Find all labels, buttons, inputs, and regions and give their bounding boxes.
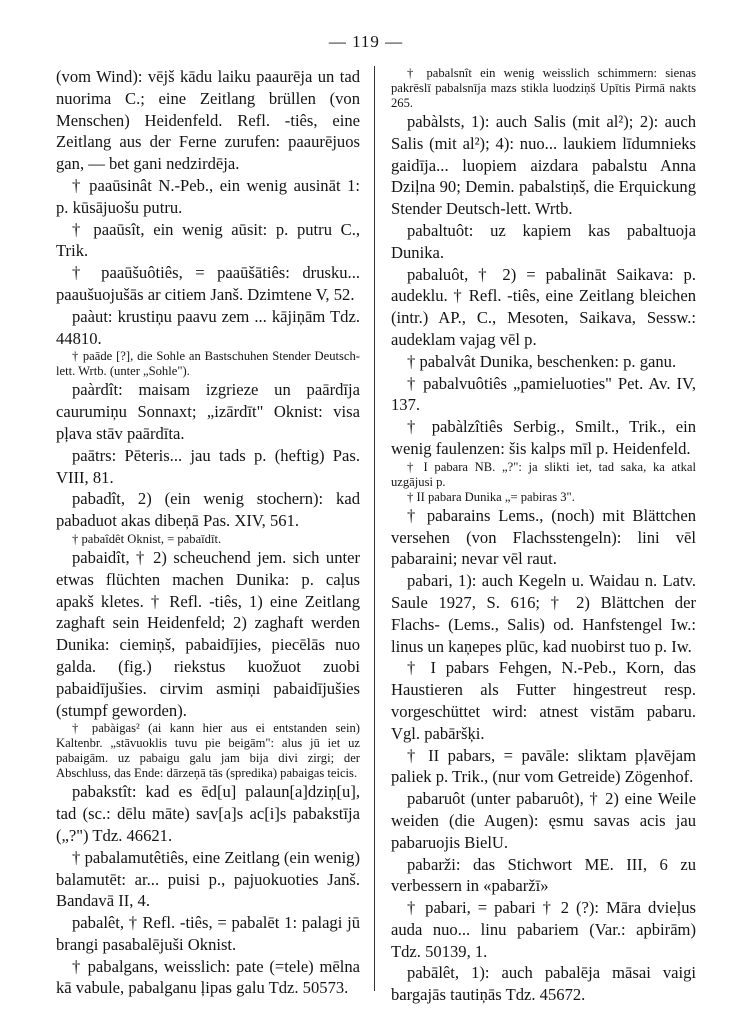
page-number: — 119 — [328,32,404,51]
dictionary-entry: pabàlsts, 1): auch Salis (mit al²); 2): auch Salis (mit al²); 4): nuo... laukiem līdumnieks gaidīja... luopiem aizdara pabalstu Anna Dziļna 90; Demin. pabalstiņš, die Erquickung Stender Deutsch-lett. Wrtb. [391,112,696,219]
dictionary-entry: † pabarains Lems., (noch) mit Blättchen versehen (von Flachsstengeln): lini vēl pabaraini; nevar vēl raut. [391,505,696,569]
dictionary-entry: pabakstît: kad es ēd[u] palaun[a]dziņ[u], tad (sc.: dēlu māte) sav[a]s ac[i]s pabakstīja („?") Tdz. 46621. [56,782,360,845]
dictionary-entry: pabadît, 2) (ein wenig stochern): kad pabaduot akas dibeņā Pas. XIV, 561. [56,489,360,531]
dictionary-entry: (vom Wind): vējš kādu laiku paaurēja un tad nuorima C.; eine Zeitlang brüllen (von Menschen) Heidenfeld. Refl. -tiês, eine Zeitlang aus der Ferne zurufen: paaurējuos gan, — bet gani nedzirdēja. [56,67,360,174]
dictionary-entry: † pabalamutêtiês, eine Zeitlang (ein wenig) balamutēt: ar... puisi p., pajuokuoties Janš. Bandavā II, 4. [56,847,360,911]
dictionary-entry: † paaūšuôtiês, = paaūšātiês: drusku... paaušuojušās ar citiem Janš. Dzimtene V, 52. [56,263,360,304]
dictionary-entry: † paaūsît, ein wenig aūsit: p. putru C., Trik. [56,219,360,261]
dictionary-entry: pabaltuôt: uz kapiem kas pabaltuoja Dunika. [391,220,696,262]
column-divider [374,66,375,991]
dictionary-entry: † paaūsinât N.-Peb., ein wenig ausināt 1: p. kūsājuošu putru. [56,175,360,217]
dictionary-entry: paàut: krustiņu paavu zem ... kājiņām Tdz. 44810. [56,306,360,348]
dictionary-entry: † II pabars, = pavāle: sliktam pļavējam paliek p. Trik., (nur vom Getreide) Zögenhof. [391,745,696,787]
dictionary-entry: † I pabara NB. „?": ja slikti iet, tad saka, ka atkal uzgājusi p. [391,459,696,489]
dictionary-entry: † pabalgans, weisslich: pate (=tele) mēlna kā vabule, pabalganu ļipas galu Tdz. 50573. [56,956,360,998]
dictionary-entry: † pabàigas² (ai kann hier aus ei entstanden sein) Kaltenbr. „stāvuoklis tuvu pie beigām": alus jū iet uz pabaigām. uz pabaigu galu jam bija divi zirgi; der Abschluss, das Ende: dārzeņā tās (spredika) pabaigas teicis. [56,721,360,781]
dictionary-entry: † paāde [?], die Sohle an Bastschuhen Stender Deutsch-lett. Wrtb. (unter „Sohle"). [56,349,360,379]
dictionary-entry: † pabari, = pabari † 2 (?): Māra dvieļus auda nuo... linu pabariem (Var.: apbirām) Tdz. 50139, 1. [391,898,696,961]
dictionary-entry: pabarži: das Stichwort ME. III, 6 zu verbessern in «pabaržī» [391,854,696,896]
dictionary-entry: † II pabara Dunika „= pabiras 3". [407,489,575,504]
dictionary-entry: † I pabars Fehgen, N.-Peb., Korn, das Haustieren als Futter hingestreut resp. vorgeschüttet wird: atnest vistām pabaru. Vgl. pabāršķi. [391,658,696,743]
dictionary-entry: paàrdît: maisam izgrieze un paārdīja caurumiņu Sonnaxt; „izārdīt" Oknist: visa pļava stāv paārdīta. [56,380,360,443]
dictionary-entry: pabālêt, 1): auch pabalēja māsai vaigi bargajās tautiņās Tdz. 45672. [391,963,696,1005]
dictionary-entry: † pabàlzîtiês Serbig., Smilt., Trik., ein wenig faulenzen: šis kalps mīl p. Heidenfeld. [391,417,696,458]
dictionary-entry: paātrs: Pēteris... jau tads p. (heftig) Pas. VIII, 81. [56,445,360,487]
dictionary-entry: † pabalsnît ein wenig weisslich schimmern: sienas pakrēslī pabalsnīja mazs stikla luodziņš Upītis Pirmā nakts 265. [391,66,696,110]
right-column [391,66,696,1006]
dictionary-entry: pabari, 1): auch Kegeln u. Waidau n. Latv. Saule 1927, S. 616; † 2) Blättchen der Flachs- (Lems., Salis) od. Hanfstengel Iw.: linus un kaņepes plūc, kad nuobirst tuo p. Iw. [391,571,696,656]
dictionary-entry: pabaruôt (unter pabaruôt), † 2) eine Weile weiden (die Augen): ęsmu savas acis jau pabaruojis BielU. [391,789,696,852]
dictionary-entry: † pabalvât Dunika, beschenken: p. ganu. [407,351,677,371]
dictionary-entry: pabalêt, † Refl. -tiês, = pabalēt 1: palagi jū brangi pasabalējuši Oknist. [56,913,360,954]
dictionary-entry: † pabaîdêt Oknist, = pabaīdīt. [72,531,222,546]
dictionary-entry: pabaidît, † 2) scheuchend jem. sich unter etwas flüchten machen Dunika: p. caļus apakš kletes. † Refl. -tiês, 1) eine Zeitlang zaghaft sein Heidenfeld; 2) zaghaft werden Dunika: ciemiņš, pabaidījies, piecēlās nuo galda. (fig.) riekstus kuožuot zuobi pabaidījušies. cirvim asmiņi pabaidījušies (stumpf geworden). [56,547,360,720]
left-column [56,66,360,999]
dictionary-entry: pabaluôt, † 2) = pabalināt Saikava: p. audeklu. † Refl. -tiês, eine Zeitlang bleichen (intr.) AP., C., Mesoten, Saikava, Sessw.: audeklam vajag vēl p. [391,264,696,349]
dictionary-entry: † pabalvuôtiês „pamieluoties" Pet. Av. IV, 137. [391,373,696,415]
